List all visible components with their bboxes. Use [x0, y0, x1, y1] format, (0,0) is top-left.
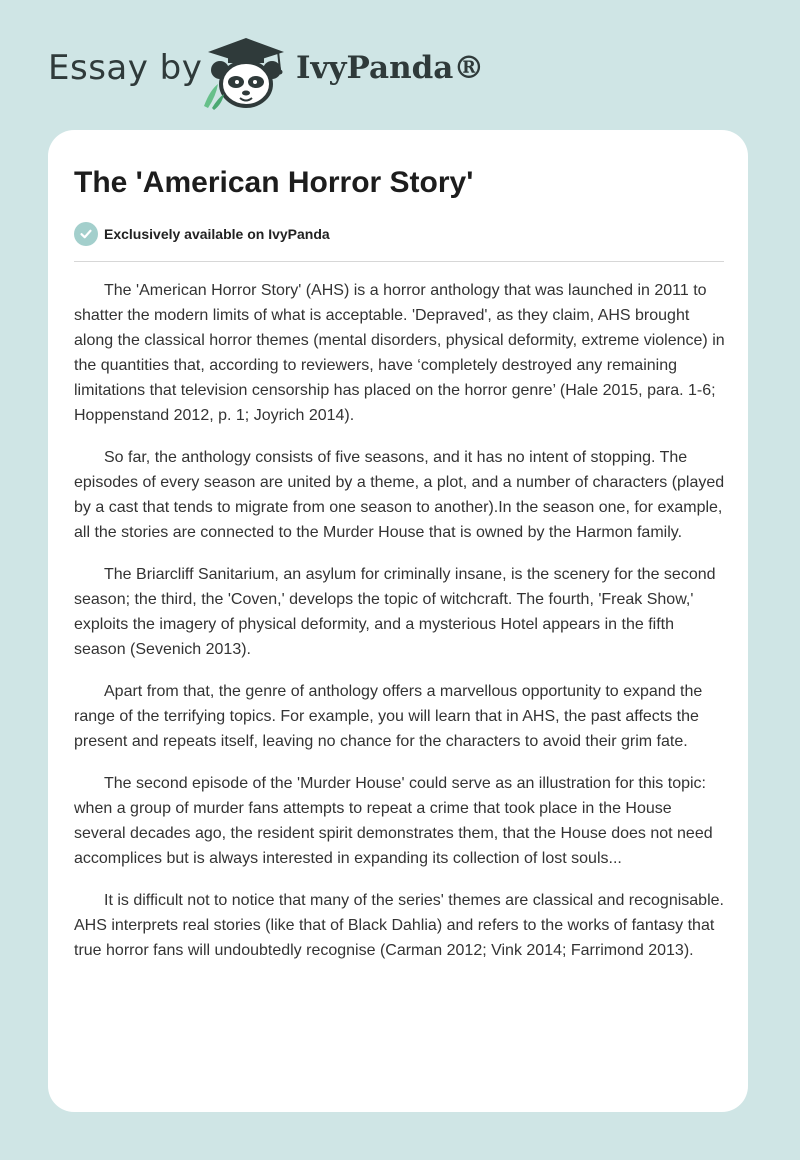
essay-body: [74, 278, 726, 980]
paragraph: So far, the anthology consists of five seasons, and it has no intent of stopping. The episodes of every season are united by a theme, a plot, and a number of characters (played by a cast that tends to migrate from one season to another).In the season one, for example, all the stories are connected to the Murder House that is owned by the Harmon family.: [74, 449, 725, 541]
check-icon: [74, 222, 98, 246]
exclusive-badge: [74, 222, 330, 246]
badge-text: Exclusively available on IvyPanda: [104, 226, 330, 242]
site-header: [0, 0, 800, 130]
paragraph: Apart from that, the genre of anthology offers a marvellous opportunity to expand the range of the terrifying topics. For example, you will learn that in AHS, the past affects the present and repeats itself, leaving no chance for the characters to avoid their grim fate.: [74, 683, 703, 750]
divider: [74, 261, 724, 262]
panda-graduate-icon[interactable]: [200, 36, 292, 110]
brand-prefix: Essay by: [48, 48, 203, 88]
brand-name[interactable]: IvyPanda®: [296, 50, 485, 86]
page-title: The 'American Horror Story': [74, 166, 474, 199]
paragraph: The Briarcliff Sanitarium, an asylum for criminally insane, is the scenery for the second season; the third, the 'Coven,' develops the topic of witchcraft. The fourth, 'Freak Show,' exploits the imagery of physical deformity, and a mysterious Hotel appears in the fifth season (Sevenich 2013).: [74, 566, 716, 658]
paragraph: The 'American Horror Story' (AHS) is a horror anthology that was launched in 2011 to shatter the modern limits of what is acceptable. 'Depraved', as they claim, AHS brought along the classical horror themes (mental disorders, physical deformity, extreme violence) in the quantities that, according to reviewers, have ‘completely destroyed any remaining limitations that television censorship has placed on the horror genre’ (Hale 2015, para. 1-6; Hoppenstand 2012, p. 1; Joyrich 2014).: [74, 282, 725, 424]
paragraph: It is difficult not to notice that many of the series' themes are classical and recognisable. AHS interprets real stories (like that of Black Dahlia) and refers to the works of fantasy that true horror fans will undoubtedly recognise (Carman 2012; Vink 2014; Farrimond 2013).: [74, 892, 724, 959]
essay-card: [48, 130, 748, 1112]
paragraph: The second episode of the 'Murder House' could serve as an illustration for this topic: when a group of murder fans attempts to repeat a crime that took place in the House several decades ago, the resident spirit demonstrates them, that the House does not need accomplices but is always interested in expanding its collection of lost souls...: [74, 775, 713, 867]
